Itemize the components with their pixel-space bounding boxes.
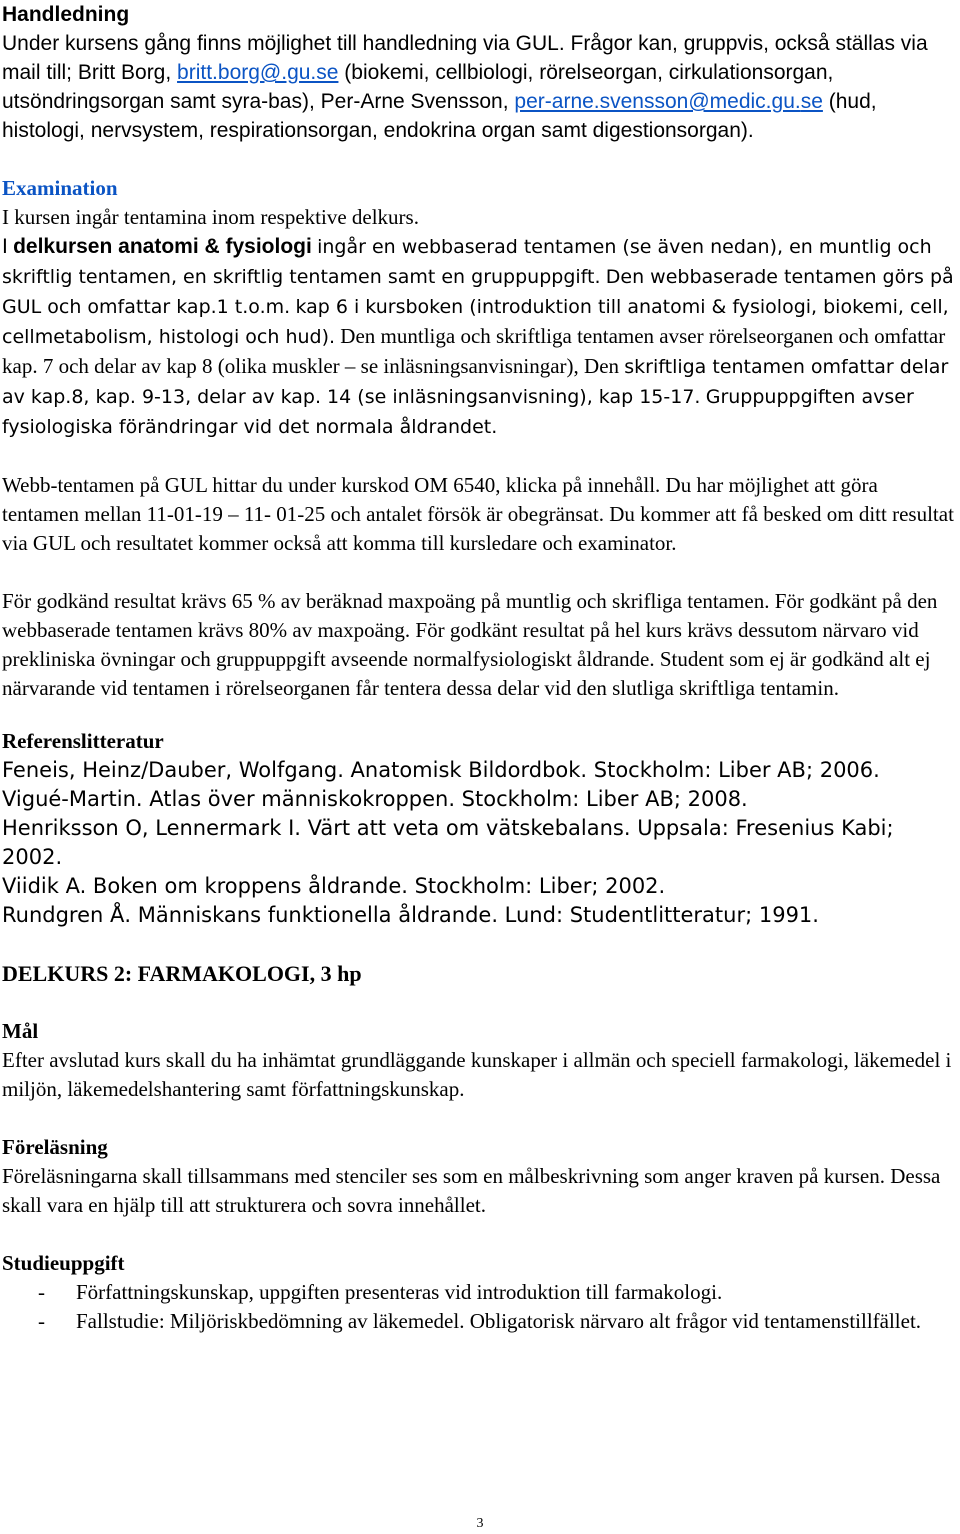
list-item: - Författningskunskap, uppgiften presenteras vid introduktion till farmakologi. (38, 1280, 723, 1304)
list-item: - Fallstudie: Miljöriskbedömning av läkemedel. Obligatorisk närvaro alt frågor vid tentamenstillfället. (38, 1309, 922, 1333)
handledning-text-1: Under kursens gång finns möjlighet till handledning via GUL. Frågor kan, gruppvis, också ställas via mail till; Britt Borg, (2, 32, 928, 84)
heading-handledning: Handledning (2, 3, 130, 26)
email-link-britt-borg[interactable]: britt.borg@.gu.se (177, 61, 339, 84)
examination-intro: I kursen ingår tentamina inom respektive delkurs. (2, 205, 419, 229)
reference-item: Vigué-Martin. Atlas över människokroppen. Stockholm: Liber AB; 2008. (2, 787, 748, 811)
heading-studieuppgift: Studieuppgift (2, 1251, 125, 1275)
delkurs-2-title: DELKURS 2: FARMAKOLOGI, 3 hp (2, 961, 362, 986)
handledning-text-3: (hud, histologi, nervsystem, respirationsorgan, endokrina organ samt digestionsorgan). (2, 90, 877, 142)
handledning-text-2: (biokemi, cellbiologi, rörelseorgan, cirkulationsorgan, utsöndringsorgan samt syra-bas), Per-Arne Svensson, (2, 61, 834, 113)
examination-paragraph: I delkursen anatomi & fysiologi ingår en webbaserad tentamen (se även nedan), en muntlig och skriftlig tentamen, en skriftlig tentamen samt en gruppuppgift. Den webbaserade tentamen görs på GUL och omfattar kap.1 t.o.m. kap 6 i kursboken (introduktion till anatomi & fysiologi, biokemi, cell, cellmetabolism, histologi och hud). Den muntliga och skriftliga tentamen avser rörelseorganen och omfattar kap. 7 och delar av kap 8 (olika muskler – se inläsningsanvisningar), Den skriftliga tentamen omfattar delar av kap.8, kap. 9-13, delar av kap. 14 (se inläsningsanvisning), kap 15-17. Gruppuppgiften avser fysiologiska förändringar vid det normala åldrandet. (2, 235, 954, 438)
reference-item: Feneis, Heinz/Dauber, Wolfgang. Anatomisk Bildordbok. Stockholm: Liber AB; 2006. (2, 758, 880, 782)
heading-examination: Examination (2, 176, 118, 200)
mal-text: Efter avslutad kurs skall du ha inhämtat grundläggande kunskaper i allmän och speciell farmakologi, läkemedel i miljön, läkemedelshantering samt författningskunskap. (2, 1048, 952, 1101)
delkurs-anatomi-fysiologi: delkursen anatomi & fysiologi (13, 235, 312, 258)
heading-mal: Mål (2, 1019, 39, 1043)
email-link-per-arne-svensson[interactable]: per-arne.svensson@medic.gu.se (514, 90, 823, 113)
page-number: 3 (476, 1516, 484, 1531)
reference-list (2, 756, 958, 930)
heading-forelasning: Föreläsning (2, 1135, 108, 1159)
handledning-paragraph (2, 29, 958, 145)
studieuppgift-list (2, 1278, 958, 1336)
reference-item: Henriksson O, Lennermark I. Värt att veta om vätskebalans. Uppsala: Fresenius Kabi; 2002. (2, 816, 894, 869)
heading-referenslitteratur: Referenslitteratur (2, 729, 164, 753)
forelasning-text: Föreläsningarna skall tillsammans med stenciler ses som en målbeskrivning som anger kraven på kursen. Dessa skall vara en hjälp till att strukturera och sovra innehållet. (2, 1164, 941, 1217)
reference-item: Viidik A. Boken om kroppens åldrande. Stockholm: Liber; 2002. (2, 874, 666, 898)
webb-tentamen-paragraph: Webb-tentamen på GUL hittar du under kurskod OM 6540, klicka på innehåll. Du har möjlighet att göra tentamen mellan 11-01-19 – 11- 01-25 och antalet försök är obegränsat. Du kommer att få besked om ditt resultat via GUL och resultatet kommer också att komma till kursledare och examinator. (2, 473, 954, 555)
document-page (2, 0, 958, 1336)
reference-item: Rundgren Å. Människans funktionella åldrande. Lund: Studentlitteratur; 1991. (2, 903, 819, 927)
godkand-paragraph: För godkänd resultat krävs 65 % av beräknad maxpoäng på muntlig och skrifliga tentamen. För godkänt på den webbaserade tentamen krävs 80% av maxpoäng. För godkänt resultat på hel kurs krävs dessutom närvaro vid prekliniska övningar och gruppuppgift avseende normalfysiologiskt åldrande. Student som ej är godkänd alt ej närvarande vid tentamen i rörelseorganen får tentera dessa delar vid den slutliga skriftliga tentamin. (2, 589, 938, 700)
